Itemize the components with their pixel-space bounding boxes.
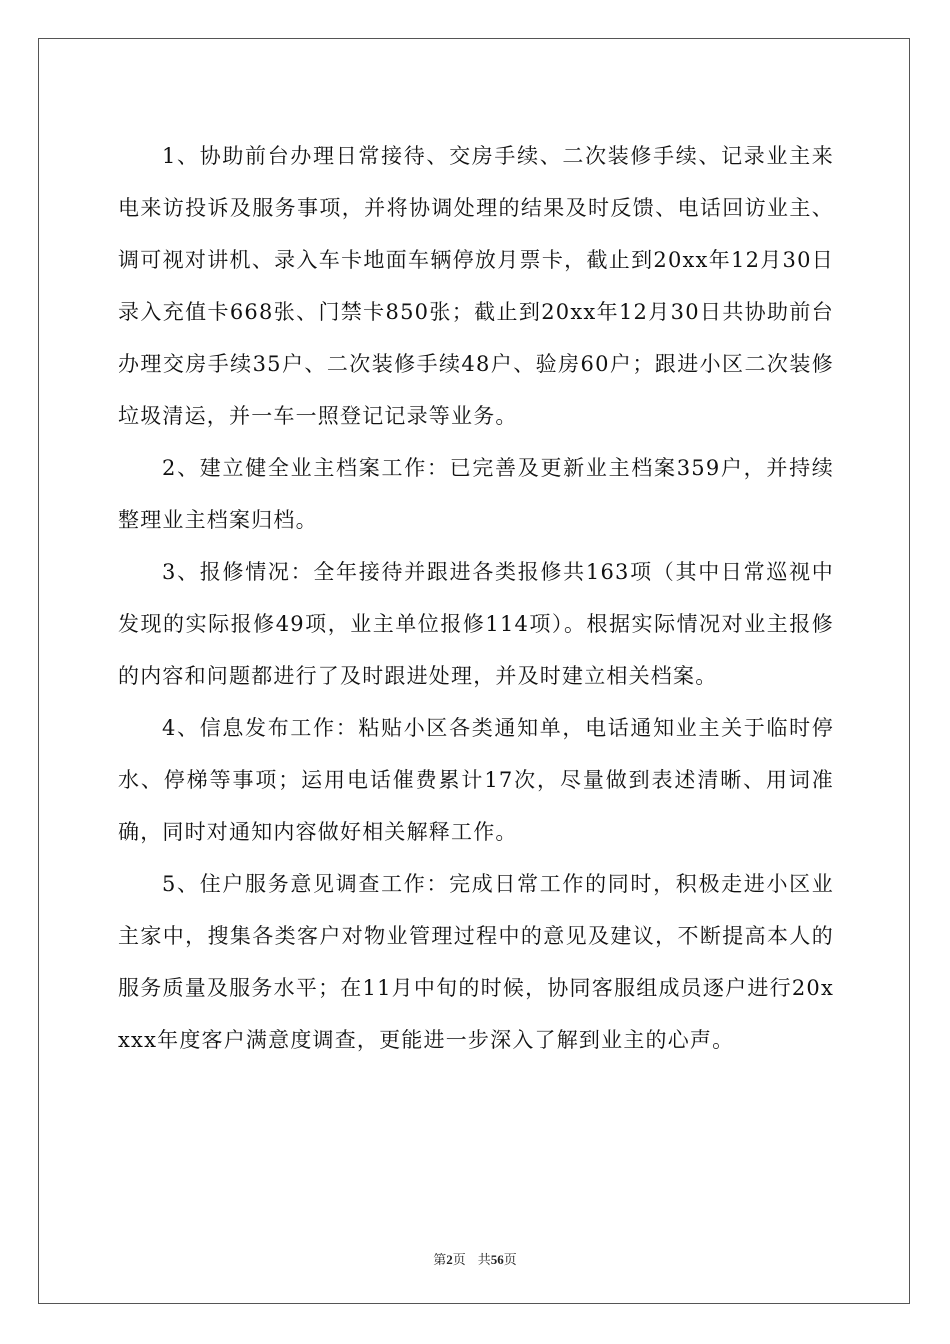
- paragraph-1: 1、协助前台办理日常接待、交房手续、二次装修手续、记录业主来电来访投诉及服务事项，并将协调处理的结果及时反馈、电话回访业主、调可视对讲机、录入车卡地面车辆停放月票卡，截止到20xx年12月30日录入充值卡668张、门禁卡850张；截止到20xx年12月30日共协助前台办理交房手续35户、二次装修手续48户、验房60户；跟进小区二次装修垃圾清运，并一车一照登记记录等业务。: [118, 144, 834, 428]
- document-body: [118, 130, 834, 1066]
- page-footer: [0, 1249, 950, 1268]
- paragraph-4: 4、信息发布工作：粘贴小区各类通知单，电话通知业主关于临时停水、停梯等事项；运用电话催费累计17次，尽量做到表述清晰、用词准确，同时对通知内容做好相关解释工作。: [118, 716, 834, 844]
- footer-prefix: 第: [433, 1253, 447, 1268]
- current-page-number: 2: [446, 1252, 453, 1267]
- footer-total-unit: 页: [503, 1253, 517, 1268]
- total-pages-number: 56: [490, 1252, 504, 1267]
- footer-page-unit: 页: [452, 1253, 466, 1268]
- paragraph-3: 3、报修情况：全年接待并跟进各类报修共163项（其中日常巡视中发现的实际报修49项，业主单位报修114项）。根据实际情况对业主报修的内容和问题都进行了及时跟进处理，并及时建立相关档案。: [118, 560, 834, 688]
- footer-total-prefix: 共: [477, 1253, 491, 1268]
- paragraph-2: 2、建立健全业主档案工作：已完善及更新业主档案359户，并持续整理业主档案归档。: [118, 456, 834, 532]
- paragraph-5: 5、住户服务意见调查工作：完成日常工作的同时，积极走进小区业主家中，搜集各类客户对物业管理过程中的意见及建议，不断提高本人的服务质量及服务水平；在11月中旬的时候，协同客服组成员逐户进行20xxxx年度客户满意度调查，更能进一步深入了解到业主的心声。: [118, 872, 834, 1052]
